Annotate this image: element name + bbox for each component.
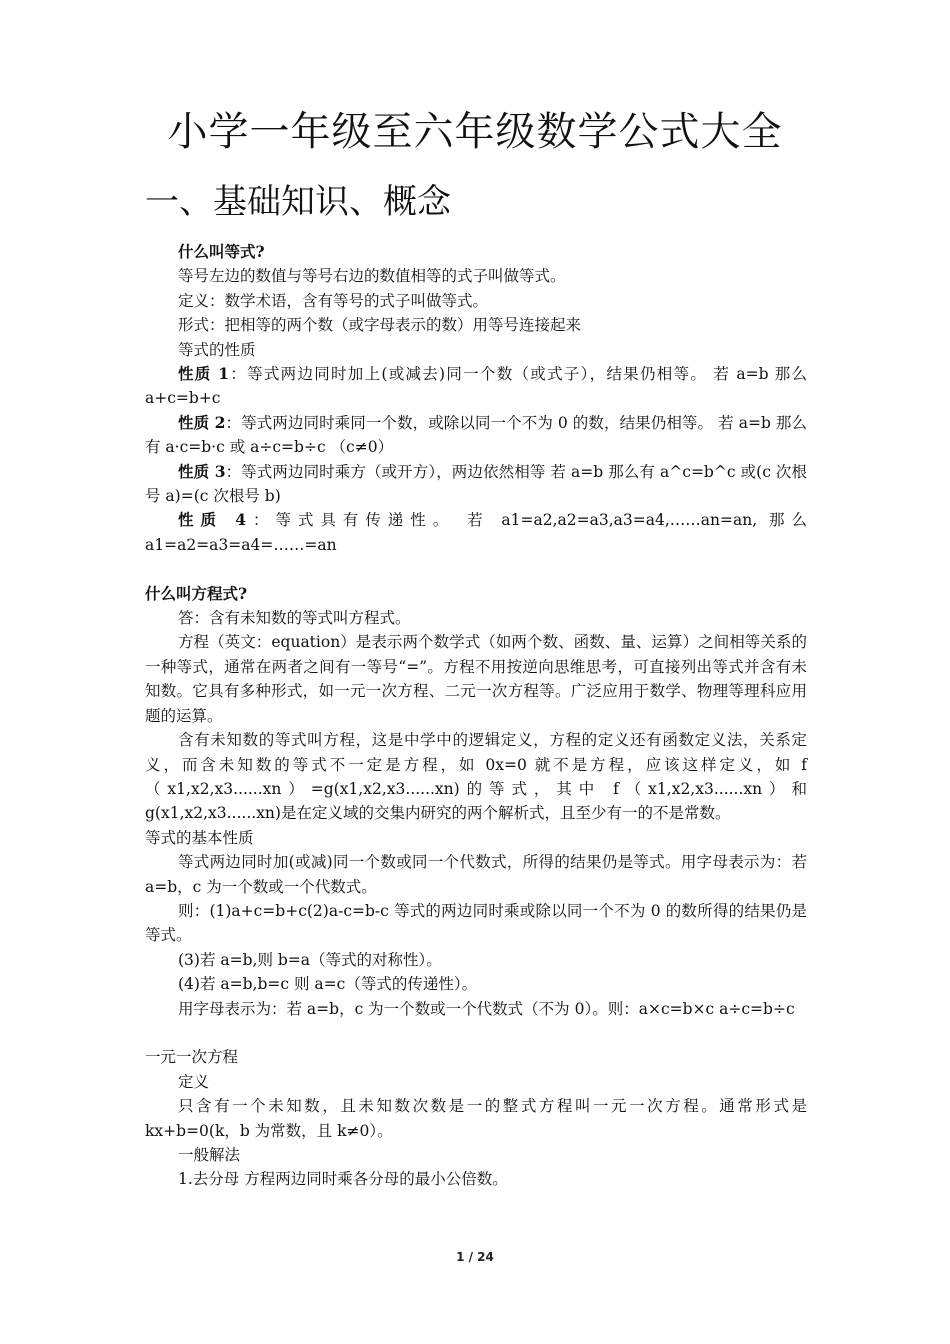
- paragraph: 方程（英文：equation）是表示两个数学式（如两个数、函数、量、运算）之间相等关系的一种等式，通常在两者之间有一等号“=”。方程不用按逆向思维思考，可直接列出等式并含有未知数。它具有多种形式，如一元一次方程、二元一次方程等。广泛应用于数学、物理等理科应用题的运算。: [145, 633, 807, 725]
- paragraph: (4)若 a=b,b=c 则 a=c（等式的传递性）。: [178, 975, 478, 994]
- property-2: 性质 2：等式两边同时乘同一个数，或除以同一个不为 0 的数，结果仍相等。 若 a=b 那么有 a·c=b·c 或 a÷c=b÷c （c≠0）: [145, 412, 807, 457]
- paragraph: 则：(1)a+c=b+c(2)a-c=b-c 等式的两边同时乘或除以同一个不为 0 的数所得的结果仍是等式。: [145, 901, 807, 945]
- spacer: [145, 557, 807, 581]
- property-1: 性质 1：等式两边同时加上(或减去)同一个数（或式子），结果仍相等。 若 a=b 那么 a+c=b+c: [145, 364, 807, 408]
- paragraph: 等式的性质: [178, 340, 256, 359]
- paragraph: 等式两边同时加(或减)同一个数或同一个代数式，所得的结果仍是等式。用字母表示为：若 a=b，c 为一个数或一个代数式。: [145, 853, 807, 896]
- subheading: 等式的基本性质: [145, 828, 254, 847]
- spacer: [145, 1021, 807, 1045]
- paragraph: 用字母表示为：若 a=b，c 为一个数或一个代数式（不为 0）。则：a×c=b×c a÷c=b÷c: [178, 999, 795, 1018]
- paragraph: 形式：把相等的两个数（或字母表示的数）用等号连接起来: [178, 316, 582, 335]
- paragraph: 只含有一个未知数，且未知数次数是一的整式方程叫一元一次方程。通常形式是 kx+b=0(k，b 为常数，且 k≠0）。: [145, 1097, 807, 1140]
- paragraph: 定义: [178, 1072, 210, 1091]
- subheading: 一元一次方程: [145, 1048, 239, 1067]
- property-4: 性质 4：等式具有传递性。 若 a1=a2,a2=a3,a3=a4,……an=an, 那么 a1=a2=a3=a4=……=an: [145, 510, 807, 554]
- paragraph: 答：含有未知数的等式叫方程式。: [178, 609, 411, 628]
- property-3: 性质 3：等式两边同时乘方（或开方），两边依然相等 若 a=b 那么有 a^c=b^c 或(c 次根号 a)=(c 次根号 b): [145, 461, 807, 506]
- paragraph: 一般解法: [178, 1146, 241, 1164]
- section-heading: 一、基础知识、概念: [145, 182, 451, 222]
- paragraph: (3)若 a=b,则 b=a（等式的对称性）。: [178, 950, 442, 969]
- page-number: 1 / 24: [456, 1250, 494, 1264]
- paragraph: 定义：数学术语，含有等号的式子叫做等式。: [178, 291, 489, 310]
- question-heading: 什么叫等式?: [178, 242, 265, 261]
- document-body: [145, 240, 807, 1192]
- question-heading: 什么叫方程式?: [145, 583, 248, 603]
- document-title: 小学一年级至六年级数学公式大全: [167, 109, 783, 155]
- paragraph: 含有未知数的等式叫方程，这是中学中的逻辑定义，方程的定义还有函数定义法，关系定义，而含未知数的等式不一定是方程，如 0x=0 就不是方程，应该这样定义，如 f（x1,x2,x3......xn）=g(x1,x2,x3......xn)的等式，其中 f（x1,x2,x3......xn）和 g(x1,x2,x3......xn)是在定义域的交集内研究的两个解析式，且至少有一的不是常数。: [145, 731, 807, 823]
- paragraph: 等号左边的数值与等号右边的数值相等的式子叫做等式。: [178, 267, 566, 286]
- paragraph: 1.去分母 方程两边同时乘各分母的最小公倍数。: [178, 1170, 508, 1189]
